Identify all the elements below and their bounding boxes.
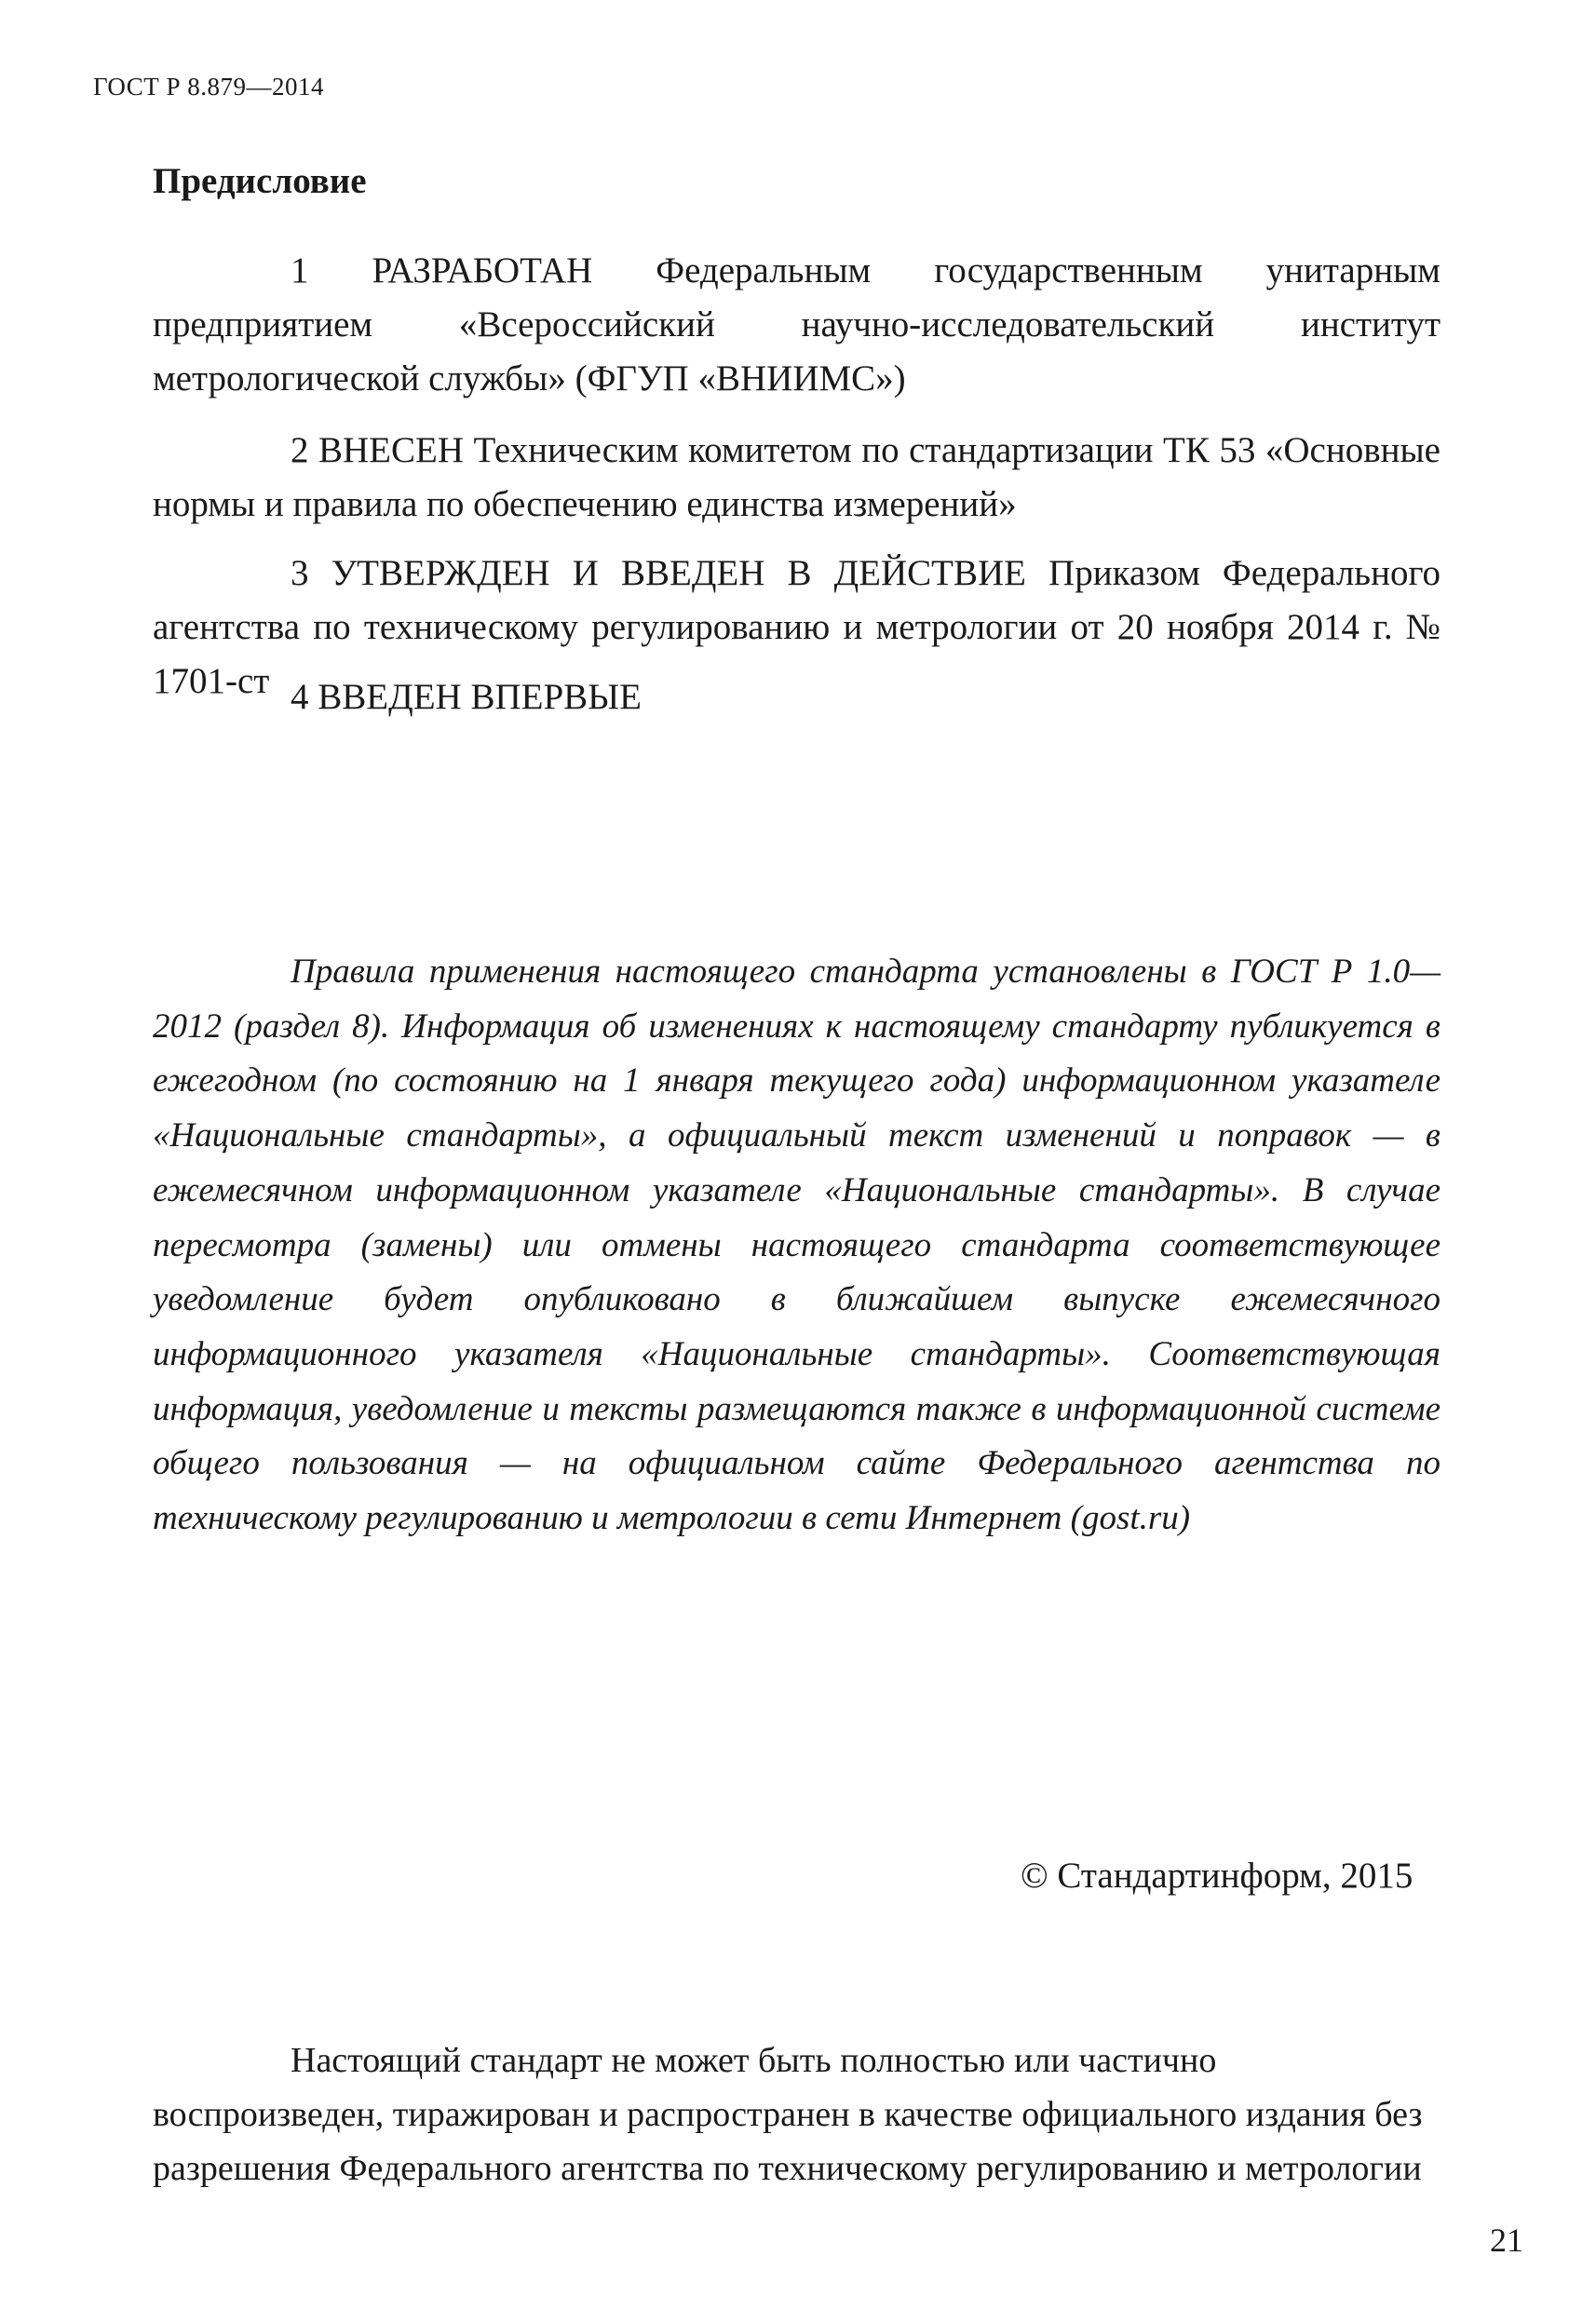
foreword-item-1: 1 РАЗРАБОТАН Федеральным государственным унитарным предприятием «Всероссийский научно-исследовательский институт метрологической службы» (ФГУП «ВНИИМС») <box>153 250 1440 399</box>
foreword-item-3: 3 УТВЕРЖДЕН И ВВЕДЕН В ДЕЙСТВИЕ Приказом Федерального агентства по техническому регулированию и метрологии от 20 ноября 2014 г. № 1701-ст <box>153 553 1440 701</box>
reproduction-notice: Настоящий стандарт не может быть полностью или частично воспроизведен, тиражирован и распространен в качестве официального издания без разрешения Федерального агентства по техническому регулированию и метрологии <box>153 2041 1423 2188</box>
page-number: 21 <box>1490 2222 1523 2259</box>
foreword-item-2: 2 ВНЕСЕН Техническим комитетом по стандартизации ТК 53 «Основные нормы и правила по обеспечению единства измерений» <box>153 430 1440 524</box>
standard-code-header: ГОСТ Р 8.879—2014 <box>93 73 325 101</box>
copyright-line: © Стандартинформ, 2015 <box>1021 1856 1413 1896</box>
foreword-title: Предисловие <box>153 161 367 201</box>
foreword-item-4: 4 ВВЕДЕН ВПЕРВЫЕ <box>291 677 642 717</box>
rules-paragraph: Правила применения настоящего стандарта установлены в ГОСТ Р 1.0—2012 (раздел 8). Информация об изменениях к настоящему стандарту публикуется в ежегодном (по состоянию на 1 января текущего года) информационном указателе «Национальные стандарты», а официальный текст изменений и поправок — в ежемесячном информационном указателе «Национальные стандарты». В случае пересмотра (замены) или отмены настоящего стандарта соответствующее уведомление будет опубликовано в ближайшем выпуске ежемесячного информационного указателя «Национальные стандарты». Соответствующая информация, уведомление и тексты размещаются также в информационной системе общего пользования — на официальном сайте Федерального агентства по техническому регулированию и метрологии в сети Интернет (gost.ru) <box>153 952 1440 1538</box>
